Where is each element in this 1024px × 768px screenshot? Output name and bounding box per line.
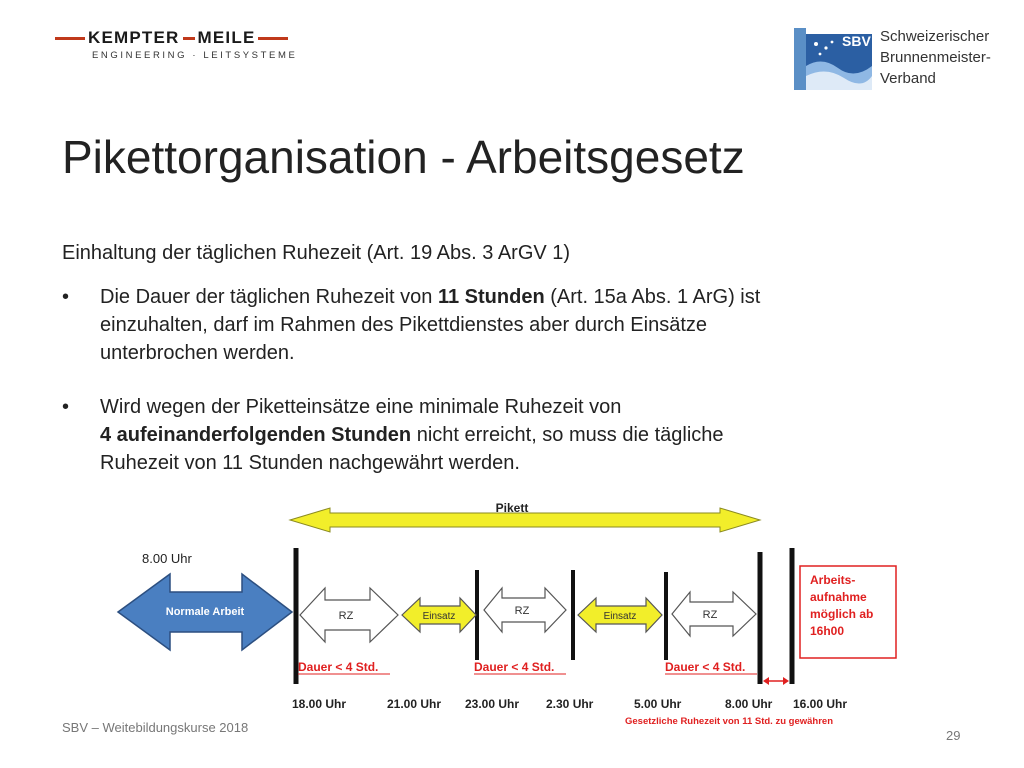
bullet-marker: • xyxy=(62,286,70,308)
duration-label: Dauer < 4 Std. xyxy=(665,660,746,674)
segment-label: RZ xyxy=(514,605,530,617)
time-label: 5.00 Uhr xyxy=(634,697,682,711)
time-label: 2.30 Uhr xyxy=(546,697,594,711)
segment-label: RZ xyxy=(338,610,354,622)
kempter-meile-logo xyxy=(52,28,297,61)
bullet-item-2 xyxy=(62,393,982,477)
sbv-line2: Brunnenmeister- xyxy=(880,49,991,66)
bullet-1-line2: einzuhalten, darf im Rahmen des Pikettdienstes aber durch Einsätze xyxy=(100,314,708,336)
bullet-1-bold: 11 Stunden xyxy=(437,286,545,308)
footer-text: SBV – Weitebildungskurse 2018 xyxy=(62,720,249,735)
logo-dash xyxy=(258,37,288,40)
normal-work-label: Normale Arbeit xyxy=(165,606,245,618)
resume-note-line: möglich ab xyxy=(810,607,874,621)
intro-text: Einhaltung der täglichen Ruhezeit (Art. 19 Abs. 3 ArGV 1) xyxy=(62,242,571,264)
time-label: 8.00 Uhr xyxy=(725,697,773,711)
time-label: 16.00 Uhr xyxy=(793,697,848,711)
segment-label: Einsatz xyxy=(603,611,637,622)
legal-note: Gesetzliche Ruhezeit von 11 Std. zu gewähren xyxy=(625,716,833,727)
bullet-2-bold: 4 aufeinanderfolgenden Stunden xyxy=(100,424,412,446)
bullet-2-post: nicht erreicht, so muss die tägliche xyxy=(411,424,724,446)
logo-subtitle: ENGINEERING · LEITSYSTEME xyxy=(92,50,298,61)
sbv-water-icon xyxy=(792,26,872,92)
time-label: 23.00 Uhr xyxy=(465,697,520,711)
segment-label: Einsatz xyxy=(422,611,456,622)
sbv-line1: Schweizerischer xyxy=(880,28,990,45)
resume-note-line: aufnahme xyxy=(810,590,867,604)
bullet-marker: • xyxy=(62,396,70,418)
sbv-logo xyxy=(792,26,872,92)
slide-title: Pikettorganisation - Arbeitsgesetz xyxy=(62,131,745,183)
sbv-badge: SBV xyxy=(842,33,871,49)
logo-dash xyxy=(183,37,195,40)
logo-name-a: KEMPTER xyxy=(88,28,180,47)
segment-label: RZ xyxy=(702,609,718,621)
duration-label: Dauer < 4 Std. xyxy=(474,660,555,674)
pikett-label: Pikett xyxy=(495,501,529,515)
bullet-1-post: (Art. 15a Abs. 1 ArG) ist xyxy=(544,286,761,308)
gap-arrow-head-left xyxy=(763,677,769,685)
start-time: 8.00 Uhr xyxy=(142,551,192,566)
page-number: 29 xyxy=(946,728,961,743)
gap-arrow-head-right xyxy=(783,677,789,685)
bullet-1-line3: unterbrochen werden. xyxy=(100,342,295,364)
sbv-name xyxy=(880,26,991,89)
resume-note-line: 16h00 xyxy=(810,624,845,638)
logo-name-b: MEILE xyxy=(197,28,256,47)
bullet-item-1 xyxy=(62,283,982,367)
time-label: 21.00 Uhr xyxy=(387,697,442,711)
pikett-diagram xyxy=(0,490,1024,740)
resume-note-line: Arbeits- xyxy=(810,573,856,587)
time-label: 18.00 Uhr xyxy=(292,697,347,711)
logo-dash xyxy=(55,37,85,40)
bullet-2-line1: Wird wegen der Piketteinsätze eine minimale Ruhezeit von xyxy=(100,396,622,418)
bullet-1-pre: Die Dauer der täglichen Ruhezeit von xyxy=(100,286,438,308)
sbv-line3: Verband xyxy=(880,70,936,87)
bullet-2-line3: Ruhezeit von 11 Stunden nachgewährt werden. xyxy=(100,452,520,474)
duration-label: Dauer < 4 Std. xyxy=(298,660,379,674)
